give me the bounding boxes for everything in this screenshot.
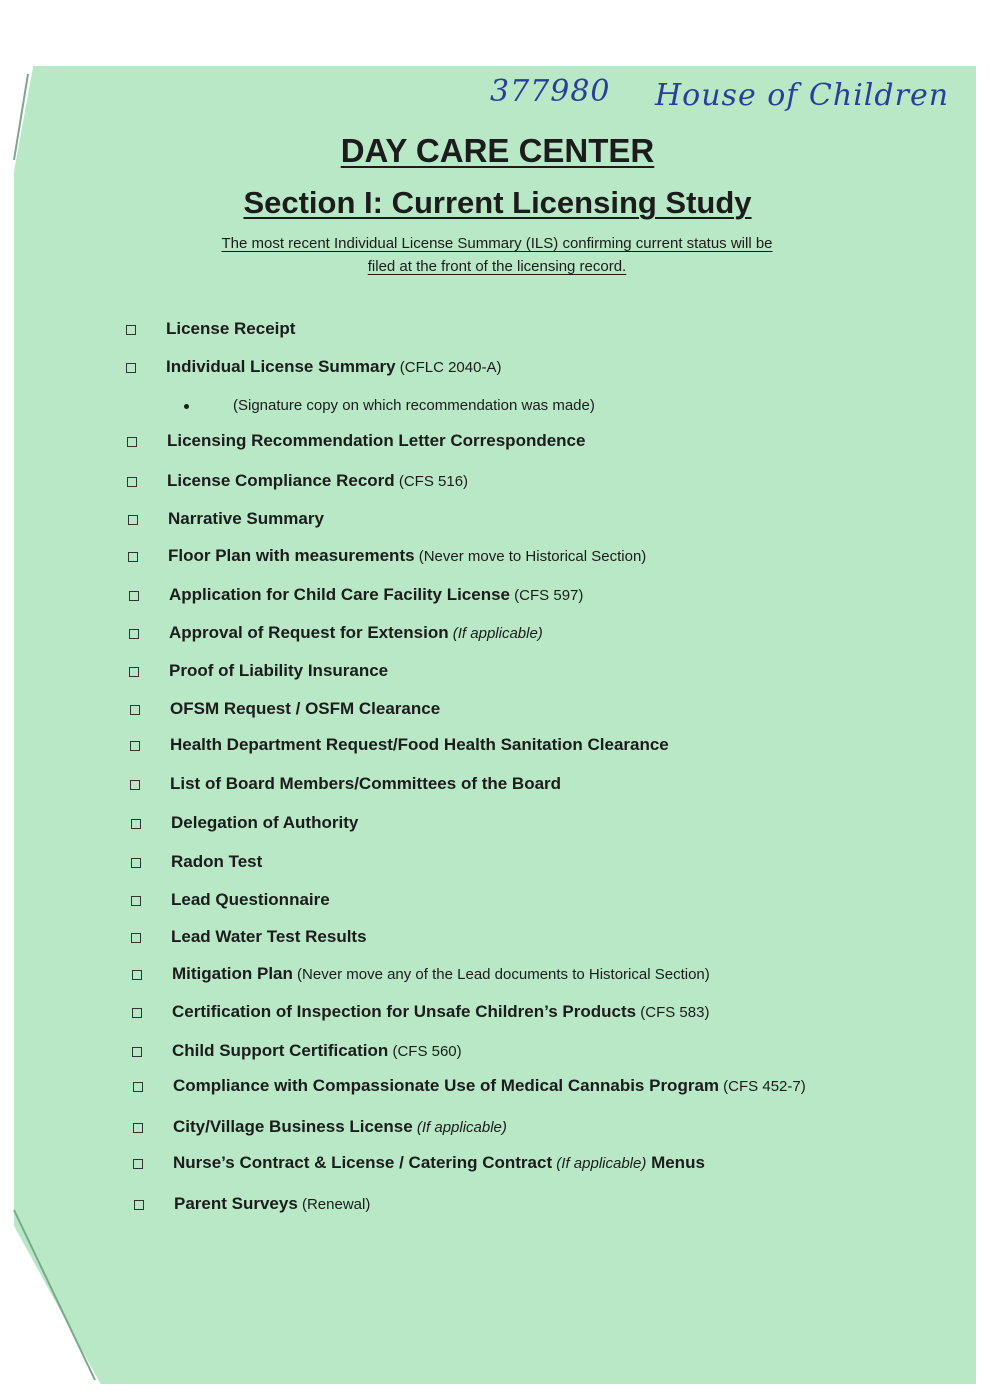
- checkbox[interactable]: [128, 552, 138, 562]
- item-label: Lead Questionnaire: [171, 890, 330, 909]
- item-label: Certification of Inspection for Unsafe Children’s Products: [172, 1002, 637, 1021]
- item-detail: (CFS 597): [510, 587, 584, 604]
- checkbox[interactable]: [130, 780, 140, 790]
- checkbox[interactable]: [131, 819, 141, 829]
- item-label: Individual License Summary: [166, 357, 396, 376]
- item-label: Approval of Request for Extension: [169, 623, 449, 642]
- item-detail: (CFS 452-7): [719, 1078, 806, 1095]
- checklist-item-medical-cannabis: [173, 1074, 806, 1098]
- item-detail: (CFS 583): [636, 1004, 710, 1021]
- item-detail: (CFS 516): [394, 473, 469, 490]
- checklist-item-individual-license-summary: [166, 355, 501, 379]
- instructions-line-2: filed at the front of the licensing record.: [367, 258, 627, 275]
- item-label: Lead Water Test Results: [171, 927, 367, 946]
- item-label: List of Board Members/Committees of the Board: [170, 774, 562, 793]
- checklist-item-unsafe-products: [172, 1000, 709, 1024]
- checklist-item-osfm-clearance: [170, 697, 440, 721]
- item-label: Child Support Certification: [172, 1041, 389, 1060]
- checkbox[interactable]: [127, 477, 137, 487]
- item-label: Nurse’s Contract & License / Catering Contract: [173, 1153, 553, 1172]
- bullet-icon: [184, 404, 189, 409]
- checklist-item-license-receipt: [166, 317, 295, 341]
- item-detail: (If applicable): [552, 1155, 647, 1172]
- checklist-item-parent-surveys: [174, 1192, 370, 1216]
- item-label: Parent Surveys: [174, 1194, 298, 1213]
- checklist-item-mitigation-plan: [172, 962, 710, 986]
- checklist-item-lead-questionnaire: [171, 888, 330, 912]
- item-label: Proof of Liability Insurance: [169, 661, 389, 680]
- bullet-text: (Signature copy on which recommendation was made): [233, 397, 595, 414]
- item-detail: (CFS 560): [388, 1043, 462, 1060]
- checklist-item-radon-test: [171, 850, 262, 874]
- checkbox[interactable]: [131, 933, 141, 943]
- item-label: Mitigation Plan: [172, 964, 293, 983]
- item-label: License Receipt: [166, 319, 296, 338]
- checklist-item-lead-water-test: [171, 925, 367, 949]
- item-detail: (If applicable): [448, 625, 543, 642]
- checklist-item-delegation-of-authority: [171, 811, 358, 835]
- item-label: Narrative Summary: [168, 509, 324, 528]
- item-label: Radon Test: [171, 852, 263, 871]
- item-label: OFSM Request / OSFM Clearance: [170, 699, 441, 718]
- checkbox[interactable]: [131, 858, 141, 868]
- item-detail: (Renewal): [297, 1196, 371, 1213]
- checkbox[interactable]: [131, 896, 141, 906]
- checkbox[interactable]: [132, 970, 142, 980]
- handwritten-facility-name: House of Children: [655, 78, 950, 113]
- checkbox[interactable]: [129, 629, 139, 639]
- checkbox[interactable]: [132, 1047, 142, 1057]
- checklist-item-extension-approval: [169, 621, 543, 645]
- checklist-item-health-department: [170, 733, 669, 757]
- checklist-item-floor-plan: [168, 544, 646, 568]
- item-label: Licensing Recommendation Letter Correspondence: [167, 431, 586, 450]
- checklist-item-business-license: [173, 1115, 507, 1139]
- checklist-item-child-support: [172, 1039, 462, 1063]
- item-detail: (CFLC 2040-A): [395, 359, 502, 376]
- item-detail: (If applicable): [412, 1119, 507, 1136]
- checkbox[interactable]: [130, 705, 140, 715]
- section-title: Section I: Current Licensing Study: [243, 185, 752, 220]
- checklist-item-board-members: [170, 772, 561, 796]
- checklist-item-compliance-record: [167, 469, 468, 493]
- item-label: Delegation of Authority: [171, 813, 359, 832]
- checkbox[interactable]: [127, 437, 137, 447]
- checklist-item-liability-insurance: [169, 659, 388, 683]
- item-suffix: Menus: [646, 1153, 705, 1172]
- checkbox[interactable]: [128, 515, 138, 525]
- checkbox[interactable]: [134, 1200, 144, 1210]
- instructions-line-1: The most recent Individual License Summary (ILS) confirming current status will be: [221, 235, 773, 252]
- checkbox[interactable]: [133, 1082, 143, 1092]
- bullet-note: [184, 394, 595, 418]
- checkbox[interactable]: [126, 363, 136, 373]
- item-label: City/Village Business License: [173, 1117, 413, 1136]
- checkbox[interactable]: [126, 325, 136, 335]
- item-label: Application for Child Care Facility License: [169, 585, 511, 604]
- item-detail: (Never move to Historical Section): [414, 548, 647, 565]
- handwritten-license-number: 377980: [490, 74, 611, 109]
- checklist-item-nurse-contract: [173, 1151, 705, 1175]
- checklist-item-narrative-summary: [168, 507, 324, 531]
- checklist-item-application: [169, 583, 583, 607]
- item-label: Floor Plan with measurements: [168, 546, 415, 565]
- page-title: DAY CARE CENTER: [340, 132, 655, 169]
- checkbox[interactable]: [132, 1008, 142, 1018]
- item-label: License Compliance Record: [167, 471, 395, 490]
- item-label: Health Department Request/Food Health Sanitation Clearance: [170, 735, 669, 754]
- checkbox[interactable]: [133, 1123, 143, 1133]
- checklist-item-recommendation-letter: [167, 429, 585, 453]
- checkbox[interactable]: [129, 591, 139, 601]
- checkbox[interactable]: [133, 1159, 143, 1169]
- item-label: Compliance with Compassionate Use of Medical Cannabis Program: [173, 1076, 720, 1095]
- checkbox[interactable]: [129, 667, 139, 677]
- checkbox[interactable]: [130, 741, 140, 751]
- item-detail: (Never move any of the Lead documents to Historical Section): [292, 966, 710, 983]
